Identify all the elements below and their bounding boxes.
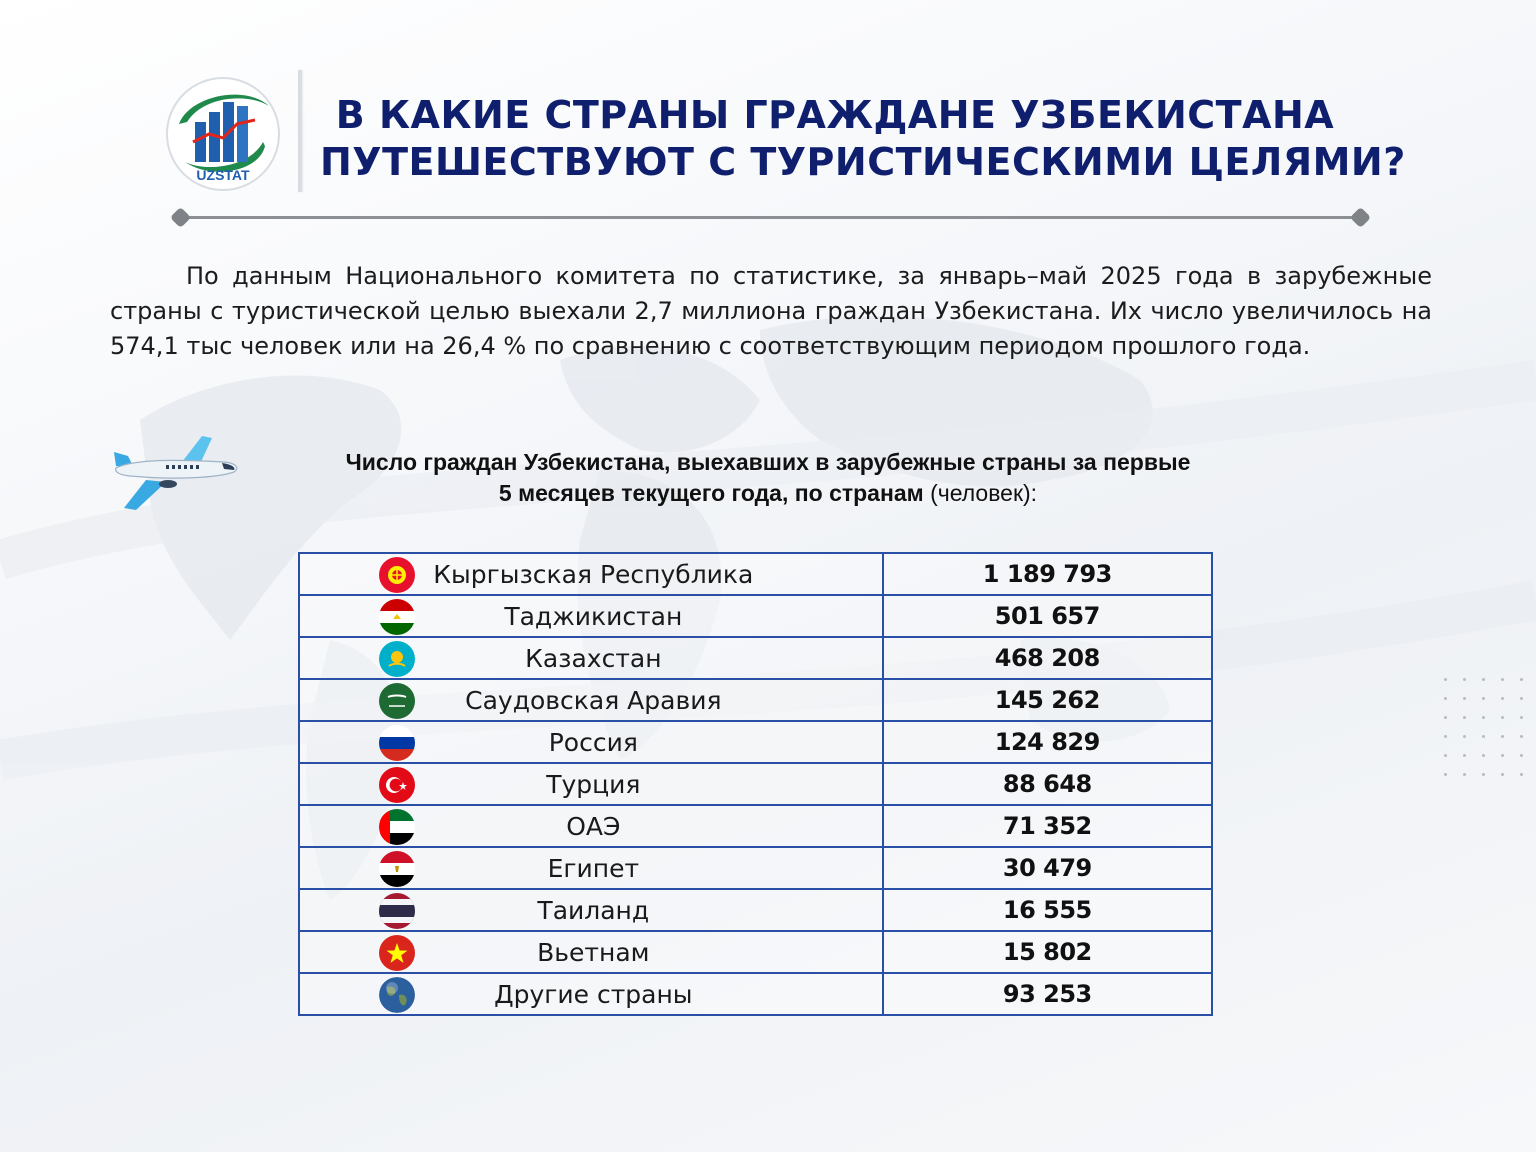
countries-table <box>298 552 1213 1016</box>
value-cell: 16 555 <box>883 889 1212 931</box>
table-row <box>299 553 1212 595</box>
country-name: Египет <box>547 853 640 883</box>
country-name: Таиланд <box>537 895 650 925</box>
egypt-flag-icon <box>379 851 415 887</box>
value-cell: 124 829 <box>883 721 1212 763</box>
country-cell <box>299 637 883 679</box>
table-row <box>299 721 1212 763</box>
header-divider <box>298 70 302 192</box>
table-row <box>299 805 1212 847</box>
country-cell <box>299 847 883 889</box>
country-cell <box>299 679 883 721</box>
tajikistan-flag-icon <box>379 599 415 635</box>
country-cell <box>299 805 883 847</box>
table-caption <box>255 447 1281 509</box>
value-cell: 145 262 <box>883 679 1212 721</box>
value-cell: 468 208 <box>883 637 1212 679</box>
caption-line-1: Число граждан Узбекистана, выехавших в зарубежные страны за первые <box>345 449 1191 475</box>
table-row <box>299 595 1212 637</box>
country-cell <box>299 721 883 763</box>
intro-paragraph: По данным Национального комитета по статистике, за январь–май 2025 года в зарубежные страны с туристической целью выехали 2,7 миллиона граждан Узбекистана. Их число увеличилось на 574,1 тыс человек или на 26,4 % по сравнению с соответствующим периодом прошлого года. <box>110 262 1432 360</box>
table-row <box>299 889 1212 931</box>
country-name: Другие страны <box>494 979 693 1009</box>
country-name: Казахстан <box>525 643 662 673</box>
value-cell: 30 479 <box>883 847 1212 889</box>
country-cell <box>299 973 883 1015</box>
table-row <box>299 847 1212 889</box>
country-name: Вьетнам <box>537 937 650 967</box>
table-row <box>299 931 1212 973</box>
title-underline <box>180 216 1360 219</box>
value-cell: 15 802 <box>883 931 1212 973</box>
thailand-flag-icon <box>379 893 415 929</box>
russia-flag-icon <box>379 725 415 761</box>
turkey-flag-icon <box>379 767 415 803</box>
page-title <box>320 92 1406 186</box>
country-cell <box>299 931 883 973</box>
country-cell <box>299 553 883 595</box>
uzstat-logo <box>165 76 281 192</box>
value-cell: 93 253 <box>883 973 1212 1015</box>
title-line-2: ПУТЕШЕСТВУЮТ С ТУРИСТИЧЕСКИМИ ЦЕЛЯМИ? <box>320 140 1406 184</box>
saudi-arabia-flag-icon <box>379 683 415 719</box>
country-cell <box>299 763 883 805</box>
uae-flag-icon <box>379 809 415 845</box>
table-row <box>299 637 1212 679</box>
country-cell <box>299 595 883 637</box>
globe-icon <box>379 977 415 1013</box>
value-cell: 1 189 793 <box>883 553 1212 595</box>
country-name: Кыргызская Республика <box>433 559 754 589</box>
title-line-1: В КАКИЕ СТРАНЫ ГРАЖДАНЕ УЗБЕКИСТАНА <box>335 93 1335 137</box>
kazakhstan-flag-icon <box>379 641 415 677</box>
table-row <box>299 763 1212 805</box>
vietnam-flag-icon <box>379 935 415 971</box>
country-name: Турция <box>546 769 641 799</box>
caption-line-2: 5 месяцев текущего года, по странам <box>498 480 924 506</box>
value-cell: 71 352 <box>883 805 1212 847</box>
country-name: Россия <box>548 727 638 757</box>
airplane-icon <box>106 432 242 512</box>
country-name: Саудовская Аравия <box>465 685 722 715</box>
table-row <box>299 679 1212 721</box>
country-name: Таджикистан <box>504 601 683 631</box>
logo-text: UZSTAT <box>196 167 250 183</box>
value-cell: 501 657 <box>883 595 1212 637</box>
value-cell: 88 648 <box>883 763 1212 805</box>
country-cell <box>299 889 883 931</box>
caption-unit: (человек): <box>930 480 1038 506</box>
kyrgyzstan-flag-icon <box>379 557 415 593</box>
table-row <box>299 973 1212 1015</box>
country-name: ОАЭ <box>566 811 621 841</box>
